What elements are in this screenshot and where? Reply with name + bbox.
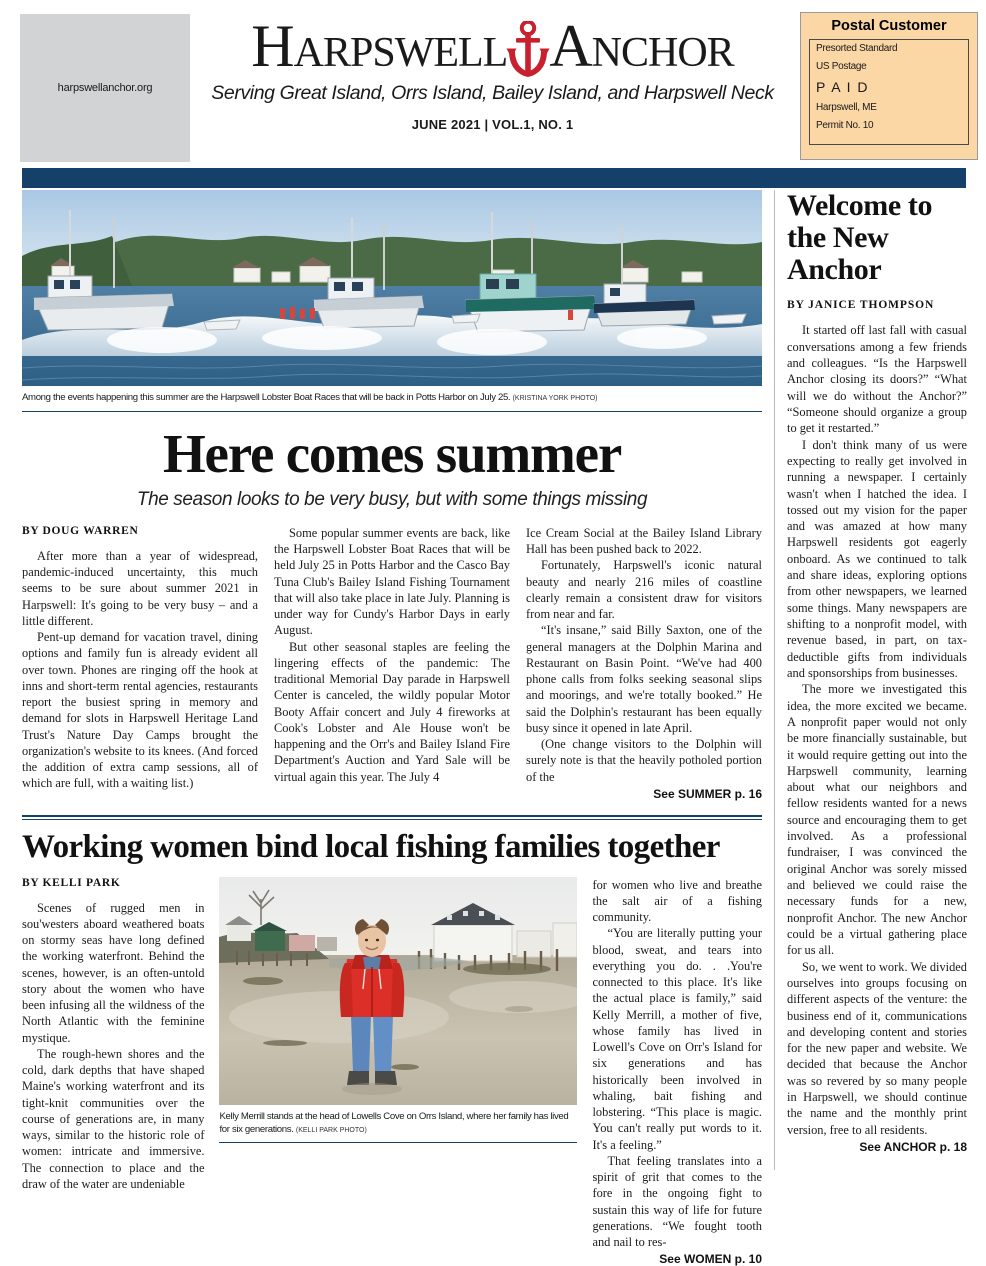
title-word-anchor: Anchor	[549, 13, 734, 79]
women-col1-body	[22, 900, 204, 1193]
summer-column-3	[526, 525, 762, 801]
postal-title: Postal Customer	[831, 18, 947, 34]
rule-above-women-story	[22, 815, 762, 820]
paragraph: for women who live and breathe the salt air of a fishing community.	[592, 877, 762, 925]
tagline: Serving Great Island, Orrs Island, Bailey Island, and Harpswell Neck	[211, 82, 774, 104]
masthead-rule-bar	[22, 168, 966, 188]
website-logo-box[interactable]	[20, 14, 190, 162]
right-rail-column	[787, 190, 967, 1154]
issue-line: JUNE 2021 | VOL.1, NO. 1	[411, 117, 574, 132]
lead-photo-caption	[22, 392, 762, 405]
column-divider	[774, 190, 775, 1170]
byline-kelli-park: BY KELLI PARK	[22, 876, 121, 889]
paragraph: So, we went to work. We divided ourselves into groups focusing on different aspects of the venture: the business end of it, communications and developing content and stories for the new paper and website. We decided that because the Anchor was so revered by so many people in Harpswell, we should continue the name and the monthly print version, free to all residents.	[787, 959, 967, 1137]
newspaper-title	[190, 13, 795, 79]
lead-caption-text: Among the events happening this summer are the Harpswell Lobster Boat Races that will be back in Potts Harbor on July 25.	[22, 392, 511, 403]
rule-under-women-caption	[219, 1142, 577, 1143]
paragraph: Some popular summer events are back, like the Harpswell Lobster Boat Races that will be held July 25 in Potts Harbor and the Casco Bay Tuna Club's Bailey Island Fishing Tournament that will also take place in late July. Planning is under way for Cundy's Harbor Days in early August.	[274, 525, 510, 638]
women-photo-credit: (KELLI PARK PHOTO)	[295, 1126, 367, 1134]
summer-column-1	[22, 525, 258, 801]
masthead	[0, 0, 986, 165]
women-photo-block	[219, 877, 577, 1266]
nameplate	[190, 13, 795, 132]
women-photo-caption	[219, 1111, 577, 1137]
headline-here-comes-summer[interactable]: Here comes summer	[162, 422, 622, 484]
paragraph: The more we investigated this idea, the more excited we became. A nonprofit paper would not only be more financially sustainable, but it would require getting out into the Harpswell community, learning about what our neighbors and fellow residents wanted for a news source and encouraging them to get involved. As a professional fundraiser, I was convinced the original Anchor was sorely missed and believed we could raise the necessary funds for a new, nonprofit Anchor. The new Anchor could be a virtual gathering place for us all.	[787, 682, 967, 958]
lead-photo-lobster-boat-races	[22, 190, 762, 386]
rule-under-lead-caption	[22, 411, 762, 412]
title-word-harpswell: Harpswell	[251, 13, 508, 79]
lead-photo-credit: (KRISTINA YORK PHOTO)	[512, 395, 598, 402]
headline-working-women[interactable]: Working women bind local fishing families together	[22, 828, 720, 865]
paragraph: After more than a year of widespread, pandemic-induced uncertainty, this much seems to be sure about summer 2021 in Harpswell: It's going to be very busy – and a little different.	[22, 548, 258, 628]
paragraph: “It's insane,” said Billy Saxton, one of the general managers at the Dolphin Marina and Restaurant on Basin Point. “We've had 400 phone calls from folks seeking seasonal slips and moorings, and we're totally booked.” He said the Dolphin's restaurant has been equally busy since it opened in late April.	[526, 623, 762, 735]
paragraph: Fortunately, Harpswell's iconic natural beauty and nearly 216 miles of coastline clearly remain a consistent draw for visitors from near and far.	[526, 558, 762, 622]
anchor-icon	[505, 21, 551, 77]
paragraph: It started off last fall with casual conversations among a few friends and colleagues. “Is the Harpswell Anchor closing its doors?” “What will we do without the Anchor?” “Someone should organize a group to get it restarted.”	[787, 323, 967, 436]
byline-janice-thompson: BY JANICE THOMPSON	[787, 299, 935, 312]
postal-line-presorted: Presorted Standard	[816, 43, 898, 54]
summer-story-columns	[22, 525, 762, 801]
women-col2-body	[592, 877, 762, 1251]
paragraph: I don't think many of us were expecting to really get involved in running a newspaper. I certainly wasn't when I hatched the idea. I tossed out my vision for the paper and was amazed at how many Harpswell residents got eagerly onboard. As we continued to talk and share ideas, exploring options from other newspapers, we learned some things. Many newspapers are shifting to a nonprofit model, with revenue based, in part, on tax-deductible gifts from individuals and sponsorships from businesses.	[787, 437, 967, 680]
women-column-1	[22, 877, 204, 1266]
postal-line-city: Harpswell, ME	[816, 102, 877, 113]
postal-line-uspostage: US Postage	[816, 61, 867, 72]
women-caption-text: Kelly Merrill stands at the head of Lowells Cove on Orrs Island, where her family has lived for six generations.	[219, 1110, 569, 1135]
jumpline-summer[interactable]: See SUMMER p. 16	[653, 786, 762, 801]
photo-kelly-merrill	[219, 877, 577, 1105]
paragraph: The rough-hewn shores and the cold, dark depths that have shaped Maine's working waterfront and its tight-knit communities over the course of generations are, in many ways, similar to the historic role of women: intricate and immersive. The connection to place and the draw of the water are undeniable	[22, 1046, 205, 1191]
paragraph: But other seasonal staples are feeling the lingering effects of the pandemic: The traditional Memorial Day parade in Harpswell Center is canceled, the wildly popular Motor Booty Affair concert and July 4 fireworks at Cook's Lobster and Ale House won't be happening and the Orr's and Bailey Island Fire Department's Auction and Yard Sale will be virtual again this year. The July 4	[274, 639, 510, 784]
paragraph: Scenes of rugged men in sou'westers aboard weathered boats on stormy seas have long defined the working waterfront. Behind the scenes, however, is an often-untold story about the women who have been infusing all the wildness of the North Atlantic with the feminine mystique.	[22, 900, 205, 1045]
women-story-columns	[22, 877, 762, 1266]
working-women-feature	[22, 815, 762, 1266]
summer-col2-body	[274, 525, 510, 785]
summer-col3-body	[526, 525, 762, 785]
jumpline-women[interactable]: See WOMEN p. 10	[659, 1252, 762, 1266]
postal-indicia-box	[800, 12, 978, 160]
paragraph: Ice Cream Social at the Bailey Island Library Hall has been pushed back to 2022.	[526, 525, 762, 557]
women-column-2	[592, 877, 762, 1266]
deck-here-comes-summer: The season looks to be very busy, but with some things missing	[136, 488, 648, 510]
paragraph: Pent-up demand for vacation travel, dining options and family fun is already evident all over town. Phones are ringing off the hook at inns and short-term rental agencies, restaurants report the busiest spring in memory and demand for slots in Harpswell Heritage Land Trust's Nature Day Camps brought the organization's website to its knees. (And forced the addition of extra camp sessions, all of which are full, with a waiting list.)	[22, 630, 258, 791]
paragraph: That feeling translates into a spirit of grit that comes to the fore in the ongoing fight to sustain this way of life for future generations. “We fought tooth and nail to res-	[592, 1153, 762, 1250]
paragraph: “You are literally putting your blood, sweat, and tears into everything you do. . .You're connected to this place. It's like the actual place is family,” said Kelly Merrill, a mother of five, whose family has lived in Lowell's Cove on Orr's Island for six generations and has historically been involved in whaling, bait fishing and lobstering. “This place is magic. You can't really put words to it. It's a feeling.”	[592, 926, 762, 1152]
byline-doug-warren: BY DOUG WARREN	[22, 524, 139, 537]
paragraph: (One change visitors to the Dolphin will surely note is that the heavily potholed portion of the	[526, 737, 762, 784]
anchor-story-body	[787, 322, 967, 1138]
headline-welcome-new-anchor[interactable]: Welcome to the New Anchor	[787, 189, 933, 286]
postal-line-paid: P A I D	[816, 79, 870, 95]
postal-inner-box	[809, 39, 969, 145]
website-url: harpswellanchor.org	[57, 82, 153, 94]
jumpline-anchor[interactable]: See ANCHOR p. 18	[859, 1140, 967, 1155]
summer-col1-body	[22, 548, 258, 792]
main-column	[22, 190, 762, 1266]
postal-line-permit: Permit No. 10	[816, 120, 874, 131]
summer-column-2	[274, 525, 510, 801]
